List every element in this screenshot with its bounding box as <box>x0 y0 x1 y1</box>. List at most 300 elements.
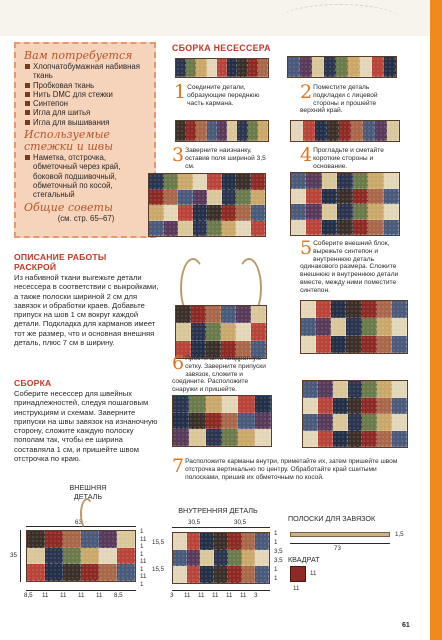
step-6 <box>172 352 274 394</box>
fabric-patch <box>327 121 339 141</box>
fabric-patch <box>99 548 117 565</box>
inner-piece-label: ВНУТРЕННЯЯ ДЕТАЛЬ <box>178 506 258 515</box>
fabric-patch <box>368 220 383 236</box>
outer-width-line <box>26 526 136 527</box>
fabric-patch <box>27 531 45 548</box>
step-7-text: Расположите карманы внутри, приметайте их, затем пришейте швом отстрочка вертикально по центру. Обработайте край сшитыми полосками, пришив их обметочным по косой. <box>185 458 398 481</box>
outer-right-dim: 1 <box>140 543 144 550</box>
fabric-patch <box>242 533 256 550</box>
inner-bottom-dim: 11 <box>184 592 191 599</box>
fabric-patch <box>27 548 45 565</box>
fabric-patch <box>242 550 256 567</box>
fabric-patch <box>258 121 268 141</box>
fabric-patch <box>248 121 258 141</box>
fabric-patch <box>291 204 306 220</box>
step4-strip-illustration <box>290 120 400 142</box>
fabric-patch <box>333 431 348 448</box>
inner-right-dim: 1 <box>274 566 278 573</box>
fabric-patch <box>196 59 206 77</box>
fabric-patch <box>288 57 300 77</box>
fabric-patch <box>189 429 205 446</box>
fabric-patch <box>228 533 242 550</box>
fabric-patch <box>377 301 392 318</box>
ties-length: 73 <box>334 545 341 552</box>
fabric-patch <box>392 414 407 431</box>
fabric-patch <box>377 318 392 335</box>
fabric-patch <box>200 566 214 583</box>
fabric-patch <box>387 121 399 141</box>
fabric-patch <box>392 301 407 318</box>
fabric-patch <box>206 429 222 446</box>
outer-right-dim: 1 <box>140 528 144 535</box>
fabric-patch <box>255 413 271 430</box>
step-2-number: 2 <box>300 81 313 103</box>
step-6-number: 6 <box>172 352 185 374</box>
fabric-patch <box>362 414 377 431</box>
fabric-patch <box>217 59 227 77</box>
square-size: 11 <box>310 570 317 577</box>
fabric-patch <box>193 221 208 237</box>
fabric-patch <box>315 121 327 141</box>
quilt-outer-illustration <box>148 173 266 237</box>
fabric-patch <box>207 205 222 221</box>
materials-box <box>14 42 156 238</box>
fabric-patch <box>362 381 377 398</box>
fabric-patch <box>324 57 336 77</box>
fabric-patch <box>164 205 179 221</box>
fabric-patch <box>81 564 99 581</box>
fabric-patch <box>348 57 360 77</box>
fabric-patch <box>63 564 81 581</box>
work-title: ОПИСАНИЕ РАБОТЫ <box>14 252 107 262</box>
step-1-text: Соедините детали, образующие переднюю часть кармана. <box>187 84 260 107</box>
fabric-patch <box>99 564 117 581</box>
outer-bottom-dim: 8,5 <box>114 592 123 599</box>
fabric-patch <box>331 336 346 353</box>
fabric-patch <box>337 204 352 220</box>
fabric-patch <box>178 190 193 206</box>
fabric-patch <box>45 548 63 565</box>
tie-strip-diagram <box>290 532 390 537</box>
fabric-patch <box>191 323 206 340</box>
inner-right-dim: 1 <box>274 530 278 537</box>
fabric-patch <box>258 59 268 77</box>
materials-item: Пробковая ткань <box>24 81 148 90</box>
fabric-patch <box>200 550 214 567</box>
outer-right-dim: 1 <box>140 550 144 558</box>
fabric-patch <box>207 174 222 190</box>
fabric-patch <box>193 205 208 221</box>
fabric-patch <box>353 220 368 236</box>
fabric-patch <box>207 221 222 237</box>
fabric-patch <box>222 174 237 190</box>
step1-strip-illustration <box>175 58 269 78</box>
fabric-patch <box>333 398 348 415</box>
fabric-patch <box>362 398 377 415</box>
fabric-patch <box>227 59 237 77</box>
fabric-patch <box>164 190 179 206</box>
techniques-list <box>24 153 148 199</box>
fabric-patch <box>149 221 164 237</box>
fabric-patch <box>200 533 214 550</box>
fabric-patch <box>316 301 331 318</box>
fabric-patch <box>316 318 331 335</box>
fabric-patch <box>368 173 383 189</box>
fabric-patch <box>333 414 348 431</box>
outer-height-line <box>20 530 21 582</box>
fabric-patch <box>348 398 363 415</box>
fabric-patch <box>173 550 187 567</box>
fabric-patch <box>99 531 117 548</box>
fabric-patch <box>318 381 333 398</box>
work-text: Из набивной ткани выrежьте детали несессера в соответствии с выкройками, а также полоски шириной 2 см для завязок и обработки краев. Добавьте припуск на шов 1 см вокруг каждой детали. Подкладка для карманов имеет тот же размер, что и основная внешняя деталь, плюс 7 см в ширину. <box>14 273 159 348</box>
fabric-patch <box>248 59 258 77</box>
step-5-number: 5 <box>300 237 313 259</box>
fabric-patch <box>392 381 407 398</box>
fabric-patch <box>176 121 186 141</box>
fabric-patch <box>236 205 251 221</box>
materials-title: Вам потребуется <box>24 49 133 62</box>
square-width: 11 <box>293 585 300 592</box>
fabric-patch <box>348 381 363 398</box>
fabric-patch <box>392 431 407 448</box>
fabric-patch <box>301 301 316 318</box>
fabric-patch <box>176 59 186 77</box>
fabric-patch <box>322 204 337 220</box>
general-ref: (см. стр. 65–67) <box>57 213 115 223</box>
materials-list <box>24 62 148 127</box>
step-1-number: 1 <box>174 81 187 103</box>
inner-bottom-dim: 3 <box>170 592 174 599</box>
step-5-text: Соберите внешний блок, вырежьте синтепон и внутреннюю деталь одинакового размера. Сложите внешнюю и внутреннюю детали вместе, между ними поместите синтепон. <box>300 240 399 294</box>
fabric-patch <box>333 381 348 398</box>
fabric-patch <box>303 121 315 141</box>
step-4-text: Прогладьте и сметайте короткие стороны и основание. <box>313 147 384 170</box>
inner-bottom-dim: 11 <box>198 592 205 599</box>
fabric-patch <box>251 221 266 237</box>
fabric-patch <box>149 205 164 221</box>
outer-bottom-dim: 11 <box>60 592 67 599</box>
fabric-patch <box>193 174 208 190</box>
fabric-patch <box>303 414 318 431</box>
fabric-patch <box>187 566 201 583</box>
fabric-patch <box>303 398 318 415</box>
ties-length-line <box>290 543 390 544</box>
step-7-number: 7 <box>172 455 185 477</box>
outer-bottom-dim: 11 <box>96 592 103 599</box>
fabric-patch <box>117 548 135 565</box>
materials-item: Игла для вышивания <box>24 118 148 127</box>
outer-height: 35 <box>10 552 17 559</box>
fabric-patch <box>222 429 238 446</box>
outer-tie-illustration <box>80 498 94 530</box>
fabric-patch <box>214 566 228 583</box>
inner-bottom-dim: 11 <box>240 592 247 599</box>
fabric-patch <box>236 174 251 190</box>
fabric-patch <box>339 121 351 141</box>
fabric-patch <box>306 173 321 189</box>
fabric-patch <box>222 190 237 206</box>
fabric-patch <box>303 431 318 448</box>
ties-label: ПОЛОСКИ ДЛЯ ЗАВЯЗОК <box>288 514 376 523</box>
fabric-patch <box>186 121 196 141</box>
fabric-patch <box>214 550 228 567</box>
fabric-patch <box>222 221 237 237</box>
fabric-patch <box>45 531 63 548</box>
fabric-patch <box>362 336 377 353</box>
inner-bottom-line <box>172 590 270 591</box>
fabric-patch <box>164 221 179 237</box>
quilt-inner-illustration <box>290 172 400 236</box>
techniques-item: Наметка, отстрочка, обметочный через край, боковой подшивочный, обметочный по косой, стегальный <box>24 153 148 199</box>
outer-piece-diagram <box>26 530 136 582</box>
fabric-patch <box>178 174 193 190</box>
fabric-patch <box>377 414 392 431</box>
step-4-number: 4 <box>300 144 313 166</box>
fabric-patch <box>238 396 254 413</box>
fabric-patch <box>206 323 221 340</box>
step-3-number: 3 <box>172 144 185 166</box>
page-number: 61 <box>402 622 410 629</box>
fabric-patch <box>384 220 399 236</box>
fabric-patch <box>384 204 399 220</box>
fabric-patch <box>322 220 337 236</box>
inner-left-bottom: 15,5 <box>152 566 165 573</box>
fabric-patch <box>236 190 251 206</box>
fabric-patch <box>384 57 396 77</box>
fabric-patch <box>377 431 392 448</box>
fabric-patch <box>193 190 208 206</box>
fabric-patch <box>392 318 407 335</box>
fabric-patch <box>206 396 222 413</box>
fabric-patch <box>353 173 368 189</box>
fabric-patch <box>214 533 228 550</box>
fabric-patch <box>221 323 236 340</box>
inner-bottom-dim: 11 <box>212 592 219 599</box>
fabric-patch <box>236 221 251 237</box>
fabric-patch <box>176 306 191 323</box>
fabric-patch <box>303 381 318 398</box>
step2-strip-illustration <box>287 56 397 78</box>
fabric-patch <box>306 220 321 236</box>
fabric-patch <box>237 121 247 141</box>
fabric-patch <box>331 301 346 318</box>
outer-bottom-line <box>26 590 136 591</box>
fabric-patch <box>207 59 217 77</box>
fabric-patch <box>236 306 251 323</box>
fabric-patch <box>353 204 368 220</box>
fabric-patch <box>312 57 324 77</box>
fabric-patch <box>207 190 222 206</box>
outer-right-dim: 11 <box>140 535 147 543</box>
fabric-patch <box>336 57 348 77</box>
fabric-patch <box>372 57 384 77</box>
materials-item: Игла для шитья <box>24 108 148 117</box>
fabric-patch <box>222 396 238 413</box>
lining-block-illustration <box>300 300 408 354</box>
fabric-patch <box>164 174 179 190</box>
step-7 <box>172 455 398 481</box>
fabric-patch <box>337 173 352 189</box>
fabric-patch <box>81 548 99 565</box>
final-outside-illustration <box>172 395 272 447</box>
fabric-patch <box>27 564 45 581</box>
fabric-patch <box>384 189 399 205</box>
fabric-patch <box>236 323 251 340</box>
inner-top-line <box>172 527 270 528</box>
fabric-patch <box>291 220 306 236</box>
outer-right-dim: 11 <box>140 573 147 580</box>
fabric-patch <box>384 173 399 189</box>
fabric-patch <box>392 336 407 353</box>
fabric-patch <box>363 121 375 141</box>
fabric-patch <box>251 174 266 190</box>
fabric-patch <box>187 533 201 550</box>
fabric-patch <box>291 189 306 205</box>
fabric-patch <box>362 431 377 448</box>
work-subtitle: РАСКРОЙ <box>14 262 57 272</box>
fabric-patch <box>238 413 254 430</box>
outer-piece-label: ВНЕШНЯЯ ДЕТАЛЬ <box>69 483 107 501</box>
materials-item: Хлопчатобумажная набивная ткань <box>24 62 148 81</box>
fabric-patch <box>300 57 312 77</box>
fabric-patch <box>242 566 256 583</box>
outer-bottom-dim: 11 <box>78 592 85 599</box>
inner-left-top: 15,5 <box>152 539 165 546</box>
inner-piece-diagram <box>172 532 270 584</box>
fabric-patch <box>173 566 187 583</box>
outer-right-dim: 1 <box>140 565 144 573</box>
fabric-patch <box>337 189 352 205</box>
fabric-patch <box>178 205 193 221</box>
quilted-block-illustration <box>175 305 267 359</box>
fabric-patch <box>316 336 331 353</box>
fabric-patch <box>392 398 407 415</box>
fabric-patch <box>173 533 187 550</box>
fabric-patch <box>45 564 63 581</box>
step-2 <box>300 81 402 115</box>
outer-right-dim: 11 <box>140 558 147 565</box>
fabric-patch <box>377 336 392 353</box>
fabric-patch <box>207 121 217 141</box>
materials-item: Синтепон <box>24 99 148 108</box>
fabric-patch <box>149 174 164 190</box>
fabric-patch <box>117 564 135 581</box>
fabric-patch <box>191 306 206 323</box>
fabric-patch <box>337 220 352 236</box>
fabric-patch <box>348 414 363 431</box>
fabric-patch <box>228 550 242 567</box>
inner-right-dim: 1 <box>274 575 278 582</box>
fabric-patch <box>187 550 201 567</box>
fabric-patch <box>251 205 266 221</box>
step3-strip-illustration <box>175 120 269 142</box>
fabric-patch <box>331 318 346 335</box>
decorative-header <box>0 0 430 36</box>
fabric-patch <box>149 190 164 206</box>
fabric-patch <box>117 531 135 548</box>
fabric-patch <box>322 189 337 205</box>
square-diagram <box>290 566 306 582</box>
inner-top-left: 30,5 <box>188 519 201 526</box>
fabric-patch <box>206 413 222 430</box>
fabric-patch <box>348 431 363 448</box>
fabric-patch <box>251 323 266 340</box>
fabric-patch <box>173 413 189 430</box>
fabric-patch <box>377 381 392 398</box>
outer-bottom-dim: 11 <box>42 592 49 599</box>
fabric-patch <box>301 336 316 353</box>
fabric-patch <box>189 413 205 430</box>
fabric-patch <box>362 301 377 318</box>
fabric-patch <box>318 431 333 448</box>
general-title: Общие советы <box>24 200 113 214</box>
fabric-patch <box>173 396 189 413</box>
fabric-patch <box>346 318 361 335</box>
fabric-patch <box>255 429 271 446</box>
fabric-patch <box>255 566 269 583</box>
fabric-patch <box>368 204 383 220</box>
fabric-patch <box>351 121 363 141</box>
assembly-text: Соберите несессер для швейных принадлежностей, следуя пошаговым инструкциям и схемам. Заверните припуски на швы завязок на изнаночную сторону, сложите каждую полоску пополам так, чтобы ее ширина составляла 1 см, и пришейте швом отстрочка по краю. <box>14 389 158 464</box>
fabric-patch <box>228 566 242 583</box>
fabric-patch <box>206 306 221 323</box>
inner-right-dim: 3,5 <box>274 548 283 555</box>
fabric-patch <box>81 531 99 548</box>
fabric-patch <box>255 396 271 413</box>
fabric-patch <box>377 398 392 415</box>
assembly-title: СБОРКА <box>14 378 52 388</box>
fabric-patch <box>306 204 321 220</box>
fabric-patch <box>318 398 333 415</box>
materials-item: Нить DMC для стежки <box>24 90 148 99</box>
fabric-patch <box>255 550 269 567</box>
fabric-patch <box>176 323 191 340</box>
step-3 <box>172 144 272 170</box>
fabric-patch <box>322 173 337 189</box>
fabric-patch <box>362 318 377 335</box>
fabric-patch <box>255 533 269 550</box>
fabric-patch <box>291 121 303 141</box>
inner-top-right: 30,5 <box>234 519 247 526</box>
fabric-patch <box>346 301 361 318</box>
fabric-patch <box>368 189 383 205</box>
inner-bottom-dim: 3 <box>254 592 258 599</box>
fabric-patch <box>178 221 193 237</box>
fabric-patch <box>221 306 236 323</box>
techniques-title: Используемые стежки и швы <box>24 128 114 154</box>
fabric-patch <box>318 414 333 431</box>
inner-right-dim: 3,5 <box>274 557 283 564</box>
step-6-text: Простегайте квадратную сетку. Заверните припуски завязок, сложите и соедините. Расположите снаружи и пришейте. <box>172 355 266 394</box>
fabric-patch <box>353 189 368 205</box>
fabric-patch <box>173 429 189 446</box>
fabric-patch <box>360 57 372 77</box>
fabric-patch <box>63 548 81 565</box>
step-1 <box>174 81 272 107</box>
fabric-patch <box>238 429 254 446</box>
fabric-patch <box>237 59 247 77</box>
fabric-patch <box>222 205 237 221</box>
ties-width: 1,5 <box>395 531 404 538</box>
fabric-patch <box>251 190 266 206</box>
fabric-patch <box>222 413 238 430</box>
step-3-text: Заверните наизнанку, оставив поля шириной 3,5 см. <box>185 147 266 170</box>
fabric-patch <box>217 121 227 141</box>
inner-bottom-dim: 11 <box>226 592 233 599</box>
assembly-right-title: СБОРКА НЕСЕССЕРА <box>172 43 271 53</box>
fabric-patch <box>291 173 306 189</box>
